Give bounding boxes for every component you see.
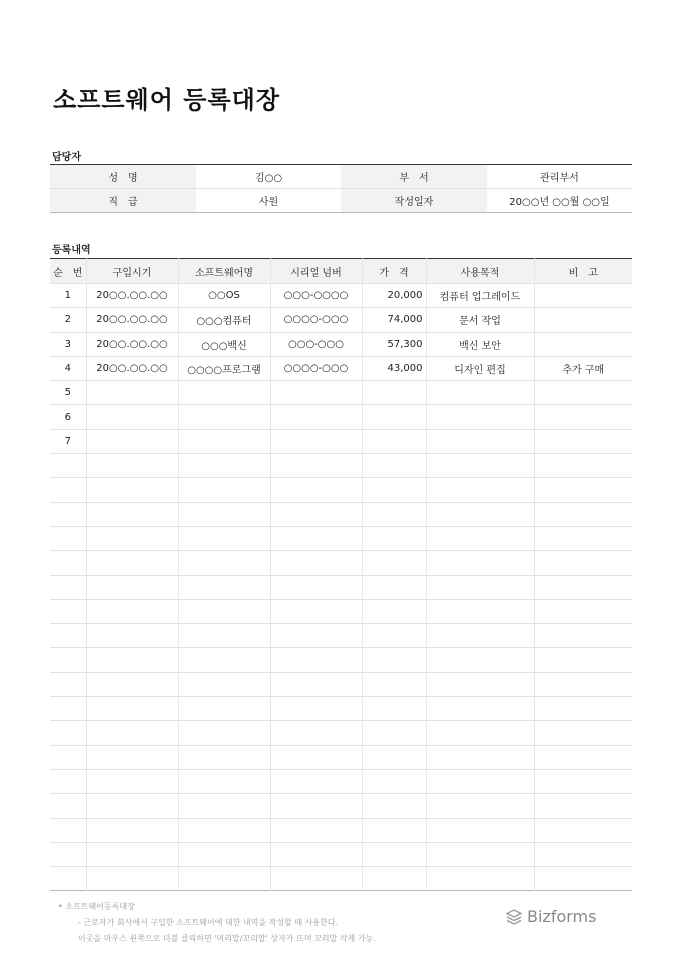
- table-cell[interactable]: [362, 794, 426, 818]
- table-cell[interactable]: ○○○○-○○○: [270, 356, 362, 380]
- table-cell[interactable]: 57,300: [362, 332, 426, 356]
- table-cell[interactable]: 20○○.○○.○○: [86, 284, 178, 308]
- table-cell[interactable]: [86, 867, 178, 891]
- table-cell[interactable]: [362, 478, 426, 502]
- table-row: [50, 842, 632, 866]
- table-cell[interactable]: [270, 599, 362, 623]
- table-row: [50, 405, 632, 429]
- table-row: [50, 672, 632, 696]
- table-cell[interactable]: [86, 575, 178, 599]
- table-cell[interactable]: [50, 818, 86, 842]
- table-cell[interactable]: [178, 769, 270, 793]
- footer-line-hint: 이곳을 마우스 왼쪽으로 더블 클릭하면 '머리말/꼬리말' 상자가 뜨며 꼬리말 삭제 가능.: [78, 934, 376, 943]
- info-value[interactable]: 20○○년 ○○월 ○○일: [487, 189, 632, 213]
- table-cell[interactable]: [50, 551, 86, 575]
- table-cell[interactable]: 2: [50, 308, 86, 332]
- table-cell[interactable]: [270, 867, 362, 891]
- table-cell[interactable]: 5: [50, 381, 86, 405]
- table-cell[interactable]: [426, 405, 534, 429]
- table-cell[interactable]: [426, 794, 534, 818]
- table-cell[interactable]: [178, 405, 270, 429]
- table-cell[interactable]: [534, 429, 632, 453]
- table-cell[interactable]: [86, 526, 178, 550]
- table-cell[interactable]: [362, 526, 426, 550]
- table-cell[interactable]: 74,000: [362, 308, 426, 332]
- table-cell[interactable]: [534, 526, 632, 550]
- table-cell[interactable]: [362, 624, 426, 648]
- table-cell[interactable]: [178, 575, 270, 599]
- table-cell[interactable]: [534, 867, 632, 891]
- table-cell[interactable]: [178, 721, 270, 745]
- table-cell[interactable]: [426, 551, 534, 575]
- table-cell[interactable]: 1: [50, 284, 86, 308]
- column-header: 가 격: [362, 259, 426, 284]
- table-cell[interactable]: [270, 769, 362, 793]
- manager-info-row: [50, 165, 632, 189]
- table-cell[interactable]: [270, 405, 362, 429]
- table-row: [50, 867, 632, 891]
- table-cell[interactable]: [534, 697, 632, 721]
- table-cell[interactable]: [270, 648, 362, 672]
- table-cell[interactable]: [362, 721, 426, 745]
- table-cell[interactable]: [426, 648, 534, 672]
- table-cell[interactable]: [178, 867, 270, 891]
- table-cell[interactable]: [50, 478, 86, 502]
- table-cell[interactable]: [534, 502, 632, 526]
- table-cell[interactable]: [86, 599, 178, 623]
- table-cell[interactable]: [362, 381, 426, 405]
- table-cell[interactable]: [534, 624, 632, 648]
- table-cell[interactable]: [534, 478, 632, 502]
- table-cell[interactable]: ○○○-○○○: [270, 332, 362, 356]
- column-header: 사용목적: [426, 259, 534, 284]
- table-cell[interactable]: [426, 769, 534, 793]
- footer-line-title: • 소프트웨어등록대장: [58, 902, 135, 911]
- table-row: [50, 478, 632, 502]
- table-row: [50, 648, 632, 672]
- table-cell[interactable]: [270, 721, 362, 745]
- table-cell[interactable]: [362, 818, 426, 842]
- table-cell[interactable]: [86, 551, 178, 575]
- table-row: [50, 721, 632, 745]
- table-row: [50, 575, 632, 599]
- table-cell[interactable]: [270, 381, 362, 405]
- table-cell[interactable]: [362, 769, 426, 793]
- document-title: 소프트웨어 등록대장: [53, 86, 281, 114]
- table-cell[interactable]: [178, 745, 270, 769]
- table-cell[interactable]: [50, 575, 86, 599]
- column-header: 비 고: [534, 259, 632, 284]
- table-cell[interactable]: [270, 842, 362, 866]
- table-cell[interactable]: 20○○.○○.○○: [86, 308, 178, 332]
- table-cell[interactable]: 6: [50, 405, 86, 429]
- table-cell[interactable]: [178, 818, 270, 842]
- table-cell[interactable]: [534, 769, 632, 793]
- info-value[interactable]: 사원: [196, 189, 341, 213]
- table-cell[interactable]: [534, 672, 632, 696]
- table-cell[interactable]: [178, 842, 270, 866]
- table-cell[interactable]: [50, 769, 86, 793]
- table-cell[interactable]: [270, 526, 362, 550]
- table-cell[interactable]: 20,000: [362, 284, 426, 308]
- table-row: [50, 794, 632, 818]
- table-cell[interactable]: [178, 502, 270, 526]
- table-cell[interactable]: [534, 794, 632, 818]
- table-cell[interactable]: [426, 478, 534, 502]
- table-cell[interactable]: 20○○.○○.○○: [86, 332, 178, 356]
- table-cell[interactable]: [426, 502, 534, 526]
- table-cell[interactable]: [534, 745, 632, 769]
- table-cell[interactable]: [534, 454, 632, 478]
- table-cell[interactable]: 3: [50, 332, 86, 356]
- table-cell[interactable]: [534, 405, 632, 429]
- table-row: [50, 454, 632, 478]
- table-row: [50, 624, 632, 648]
- table-cell[interactable]: [86, 381, 178, 405]
- info-label: 부 서: [341, 165, 487, 189]
- table-cell[interactable]: [178, 478, 270, 502]
- table-cell[interactable]: [50, 842, 86, 866]
- table-cell[interactable]: [50, 721, 86, 745]
- table-row: [50, 502, 632, 526]
- table-cell[interactable]: [362, 745, 426, 769]
- table-cell[interactable]: [534, 842, 632, 866]
- table-cell[interactable]: [426, 745, 534, 769]
- table-cell[interactable]: ○○○-○○○○: [270, 284, 362, 308]
- table-cell[interactable]: [178, 599, 270, 623]
- table-row: [50, 818, 632, 842]
- table-row: [50, 697, 632, 721]
- table-cell[interactable]: [362, 575, 426, 599]
- table-cell[interactable]: [362, 502, 426, 526]
- stack-icon: [505, 908, 523, 926]
- table-cell[interactable]: [270, 478, 362, 502]
- table-cell[interactable]: [50, 745, 86, 769]
- table-cell[interactable]: [426, 599, 534, 623]
- table-cell[interactable]: [534, 332, 632, 356]
- column-header: 소프트웨어명: [178, 259, 270, 284]
- table-cell[interactable]: [270, 551, 362, 575]
- table-cell[interactable]: [270, 745, 362, 769]
- manager-info-row: [50, 189, 632, 213]
- table-cell[interactable]: 문서 작업: [426, 308, 534, 332]
- table-cell[interactable]: [50, 697, 86, 721]
- table-cell[interactable]: [86, 405, 178, 429]
- table-cell[interactable]: [86, 794, 178, 818]
- manager-info-table: [50, 164, 632, 213]
- table-cell[interactable]: [362, 697, 426, 721]
- table-cell[interactable]: [426, 672, 534, 696]
- table-cell[interactable]: [50, 867, 86, 891]
- table-row: [50, 551, 632, 575]
- footer-line-description: - 근로자가 회사에서 구입한 소프트웨어에 대한 내역을 작성할 때 사용한다.: [78, 918, 339, 927]
- table-cell[interactable]: [362, 551, 426, 575]
- table-cell[interactable]: [178, 624, 270, 648]
- table-cell[interactable]: 20○○.○○.○○: [86, 356, 178, 380]
- table-cell[interactable]: [426, 429, 534, 453]
- table-cell[interactable]: [362, 672, 426, 696]
- table-cell[interactable]: [50, 648, 86, 672]
- table-cell[interactable]: [426, 526, 534, 550]
- table-cell[interactable]: 4: [50, 356, 86, 380]
- table-cell[interactable]: [270, 794, 362, 818]
- table-cell[interactable]: [534, 721, 632, 745]
- table-cell[interactable]: [426, 842, 534, 866]
- table-cell[interactable]: 컴퓨터 업그레이드: [426, 284, 534, 308]
- table-cell[interactable]: [270, 624, 362, 648]
- table-cell[interactable]: [362, 429, 426, 453]
- table-cell[interactable]: 디자인 편집: [426, 356, 534, 380]
- table-cell[interactable]: [50, 502, 86, 526]
- table-cell[interactable]: [50, 794, 86, 818]
- table-cell[interactable]: 백신 보안: [426, 332, 534, 356]
- table-cell[interactable]: [270, 672, 362, 696]
- table-cell[interactable]: [362, 599, 426, 623]
- table-cell[interactable]: [178, 794, 270, 818]
- table-cell[interactable]: [86, 429, 178, 453]
- table-cell[interactable]: [426, 867, 534, 891]
- table-cell[interactable]: [270, 429, 362, 453]
- column-header: 순 번: [50, 259, 86, 284]
- manager-section-label: 담당자: [52, 152, 81, 163]
- table-row: [50, 745, 632, 769]
- table-cell[interactable]: [178, 454, 270, 478]
- table-cell[interactable]: [270, 818, 362, 842]
- table-cell[interactable]: [178, 648, 270, 672]
- table-cell[interactable]: ○○○○프로그램: [178, 356, 270, 380]
- table-cell[interactable]: [426, 721, 534, 745]
- table-cell[interactable]: [534, 381, 632, 405]
- table-cell[interactable]: [534, 818, 632, 842]
- footer-notes: [58, 899, 376, 947]
- table-cell[interactable]: [426, 575, 534, 599]
- table-cell[interactable]: [270, 697, 362, 721]
- table-cell[interactable]: [270, 454, 362, 478]
- table-cell[interactable]: [86, 454, 178, 478]
- table-cell[interactable]: [178, 526, 270, 550]
- table-cell[interactable]: [362, 842, 426, 866]
- table-cell[interactable]: [426, 381, 534, 405]
- table-cell[interactable]: [86, 842, 178, 866]
- table-cell[interactable]: [50, 599, 86, 623]
- table-cell[interactable]: [178, 697, 270, 721]
- table-cell[interactable]: [178, 672, 270, 696]
- table-row: [50, 356, 632, 380]
- info-label: 작성일자: [341, 189, 487, 213]
- table-cell[interactable]: [426, 454, 534, 478]
- table-cell[interactable]: 43,000: [362, 356, 426, 380]
- table-cell[interactable]: ○○○컴퓨터: [178, 308, 270, 332]
- table-cell[interactable]: ○○OS: [178, 284, 270, 308]
- table-cell[interactable]: ○○○○-○○○: [270, 308, 362, 332]
- table-cell[interactable]: [86, 721, 178, 745]
- table-cell[interactable]: [86, 672, 178, 696]
- table-cell[interactable]: [86, 697, 178, 721]
- table-row: [50, 284, 632, 308]
- table-cell[interactable]: [86, 769, 178, 793]
- table-cell[interactable]: [270, 575, 362, 599]
- table-cell[interactable]: [178, 551, 270, 575]
- registry-section-label: 등록내역: [52, 245, 91, 256]
- table-cell[interactable]: [534, 284, 632, 308]
- table-cell[interactable]: [86, 745, 178, 769]
- table-row: [50, 429, 632, 453]
- table-row: [50, 308, 632, 332]
- logo-text: Bizforms: [527, 907, 597, 926]
- table-cell[interactable]: [534, 308, 632, 332]
- registry-table: [50, 258, 632, 891]
- table-cell[interactable]: [534, 575, 632, 599]
- table-cell[interactable]: [534, 648, 632, 672]
- table-cell[interactable]: [534, 551, 632, 575]
- table-row: [50, 769, 632, 793]
- info-label: 직 급: [50, 189, 196, 213]
- table-row: [50, 332, 632, 356]
- table-cell[interactable]: [50, 526, 86, 550]
- table-cell[interactable]: [86, 818, 178, 842]
- table-cell[interactable]: [426, 624, 534, 648]
- table-cell[interactable]: [426, 818, 534, 842]
- table-cell[interactable]: 추가 구매: [534, 356, 632, 380]
- table-cell[interactable]: [534, 599, 632, 623]
- table-cell[interactable]: [50, 624, 86, 648]
- table-cell[interactable]: [178, 381, 270, 405]
- table-cell[interactable]: [86, 624, 178, 648]
- table-cell[interactable]: [178, 429, 270, 453]
- table-cell[interactable]: ○○○백신: [178, 332, 270, 356]
- table-cell[interactable]: [86, 478, 178, 502]
- info-label: 성 명: [50, 165, 196, 189]
- table-cell[interactable]: [50, 454, 86, 478]
- table-cell[interactable]: [362, 648, 426, 672]
- info-value[interactable]: 관리부서: [540, 173, 579, 184]
- info-value[interactable]: 김○○: [254, 173, 283, 184]
- table-cell[interactable]: [50, 672, 86, 696]
- table-row: [50, 526, 632, 550]
- table-row: [50, 381, 632, 405]
- column-header: 구입시기: [86, 259, 178, 284]
- table-cell[interactable]: [86, 502, 178, 526]
- table-cell[interactable]: [426, 697, 534, 721]
- bizforms-logo: [505, 907, 596, 926]
- table-cell[interactable]: [362, 454, 426, 478]
- table-cell[interactable]: [362, 867, 426, 891]
- table-cell[interactable]: [86, 648, 178, 672]
- column-header: 시리얼 넘버: [270, 259, 362, 284]
- table-cell[interactable]: [270, 502, 362, 526]
- table-cell[interactable]: [362, 405, 426, 429]
- table-row: [50, 599, 632, 623]
- table-cell[interactable]: 7: [50, 429, 86, 453]
